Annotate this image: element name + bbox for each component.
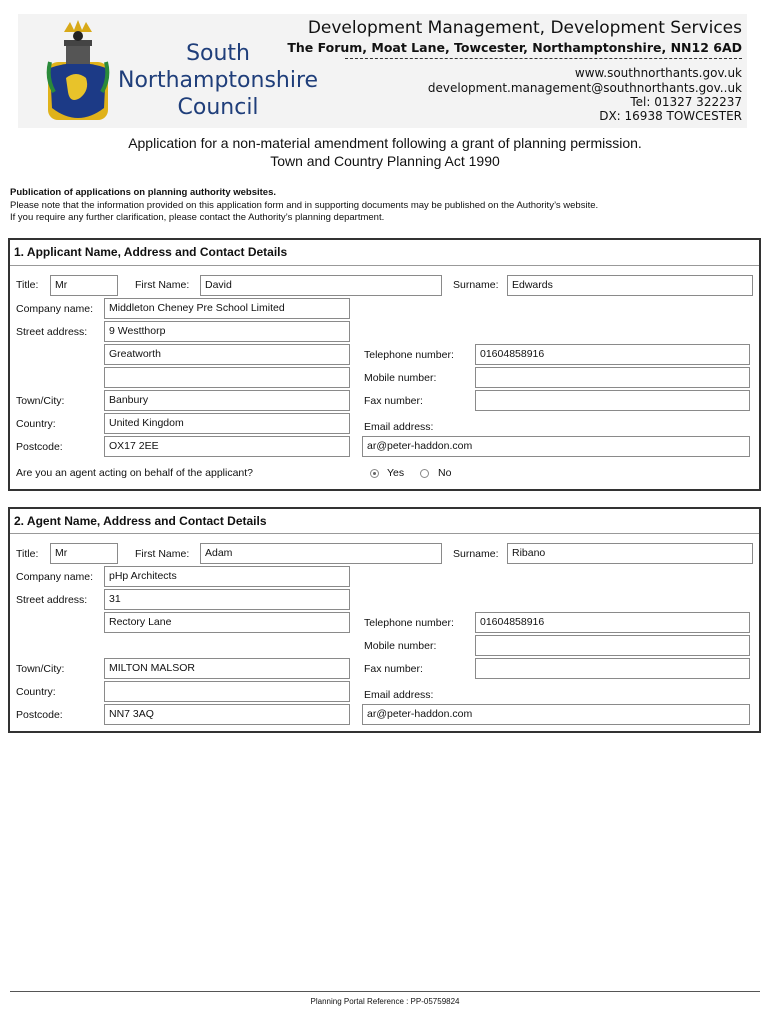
publication-notice: Please note that the information provided on this application form and in supporting documents may be published on the Authority’s website.: [10, 200, 599, 211]
mobile-label: Mobile number:: [364, 640, 437, 652]
street-label: Street address:: [16, 594, 88, 606]
council-name-line1: South: [186, 41, 250, 66]
council-website: www.southnorthants.gov.uk: [574, 66, 742, 80]
header-divider: [345, 58, 742, 59]
agent-no-radio[interactable]: [420, 469, 429, 478]
applicant-surname-field[interactable]: Edwards: [507, 275, 753, 296]
email-label: Email address:: [364, 421, 434, 433]
agent-yes-label: Yes: [387, 467, 405, 479]
planning-portal-reference: Planning Portal Reference : PP-05759824: [310, 997, 460, 1006]
agent-question: Are you an agent acting on behalf of the applicant?: [16, 467, 254, 479]
council-telephone: Tel: 01327 322237: [630, 95, 742, 109]
agent-title-field[interactable]: Mr: [50, 543, 118, 564]
fax-label: Fax number:: [364, 395, 423, 407]
applicant-street-line2-field[interactable]: Greatworth: [104, 344, 350, 365]
country-label: Country:: [16, 418, 56, 430]
agent-country-field[interactable]: [104, 681, 350, 702]
applicant-fax-field[interactable]: [475, 390, 750, 411]
agent-postcode-field[interactable]: NN7 3AQ: [104, 704, 350, 725]
applicant-email-field[interactable]: ar@peter-haddon.com: [362, 436, 750, 457]
agent-yes-radio[interactable]: [370, 469, 379, 478]
applicant-mobile-field[interactable]: [475, 367, 750, 388]
postcode-label: Postcode:: [16, 441, 63, 453]
footer-divider: [10, 991, 760, 992]
applicant-telephone-field[interactable]: 01604858916: [475, 344, 750, 365]
applicant-company-field[interactable]: Middleton Cheney Pre School Limited: [104, 298, 350, 319]
agent-town-field[interactable]: MILTON MALSOR: [104, 658, 350, 679]
form-subtitle: Town and Country Planning Act 1990: [270, 153, 500, 169]
telephone-label: Telephone number:: [364, 617, 454, 629]
applicant-first-name-field[interactable]: David: [200, 275, 442, 296]
section-divider: [10, 533, 759, 534]
title-label: Title:: [16, 548, 39, 560]
applicant-town-field[interactable]: Banbury: [104, 390, 350, 411]
telephone-label: Telephone number:: [364, 349, 454, 361]
applicant-street-line1-field[interactable]: 9 Westthorp: [104, 321, 350, 342]
surname-label: Surname:: [453, 279, 499, 291]
agent-section-heading: 2. Agent Name, Address and Contact Details: [14, 514, 267, 528]
country-label: Country:: [16, 686, 56, 698]
council-name-line3: Council: [177, 95, 259, 120]
applicant-street-line3-field[interactable]: [104, 367, 350, 388]
agent-street-line1-field[interactable]: 31: [104, 589, 350, 610]
agent-fax-field[interactable]: [475, 658, 750, 679]
company-label: Company name:: [16, 571, 94, 583]
fax-label: Fax number:: [364, 663, 423, 675]
council-email: development.management@southnorthants.gov..uk: [427, 81, 742, 95]
agent-street-line2-field[interactable]: Rectory Lane: [104, 612, 350, 633]
surname-label: Surname:: [453, 548, 499, 560]
applicant-country-field[interactable]: United Kingdom: [104, 413, 350, 434]
town-label: Town/City:: [16, 395, 65, 407]
town-label: Town/City:: [16, 663, 65, 675]
agent-no-label: No: [438, 467, 452, 479]
form-title: Application for a non-material amendment following a grant of planning permission.: [128, 135, 642, 151]
agent-mobile-field[interactable]: [475, 635, 750, 656]
email-label: Email address:: [364, 689, 434, 701]
company-label: Company name:: [16, 303, 94, 315]
applicant-section-heading: 1. Applicant Name, Address and Contact Details: [14, 245, 288, 259]
publication-heading: Publication of applications on planning authority websites.: [10, 187, 277, 198]
applicant-title-field[interactable]: Mr: [50, 275, 118, 296]
agent-company-field[interactable]: pHp Architects: [104, 566, 350, 587]
title-label: Title:: [16, 279, 39, 291]
department-address: The Forum, Moat Lane, Towcester, Northamptonshire, NN12 6AD: [287, 40, 742, 55]
section-divider: [10, 265, 759, 266]
agent-email-field[interactable]: ar@peter-haddon.com: [362, 704, 750, 725]
agent-telephone-field[interactable]: 01604858916: [475, 612, 750, 633]
postcode-label: Postcode:: [16, 709, 63, 721]
agent-surname-field[interactable]: Ribano: [507, 543, 753, 564]
street-label: Street address:: [16, 326, 88, 338]
council-crest-logo: [46, 18, 110, 126]
department-title: Development Management, Development Services: [307, 18, 742, 38]
council-name-line2: Northamptonshire: [118, 68, 319, 93]
mobile-label: Mobile number:: [364, 372, 437, 384]
council-dx: DX: 16938 TOWCESTER: [599, 109, 742, 123]
applicant-postcode-field[interactable]: OX17 2EE: [104, 436, 350, 457]
agent-first-name-field[interactable]: Adam: [200, 543, 442, 564]
publication-contact-notice: If you require any further clarification, please contact the Authority’s planning department.: [10, 212, 385, 223]
first-name-label: First Name:: [135, 279, 190, 291]
first-name-label: First Name:: [135, 548, 190, 560]
